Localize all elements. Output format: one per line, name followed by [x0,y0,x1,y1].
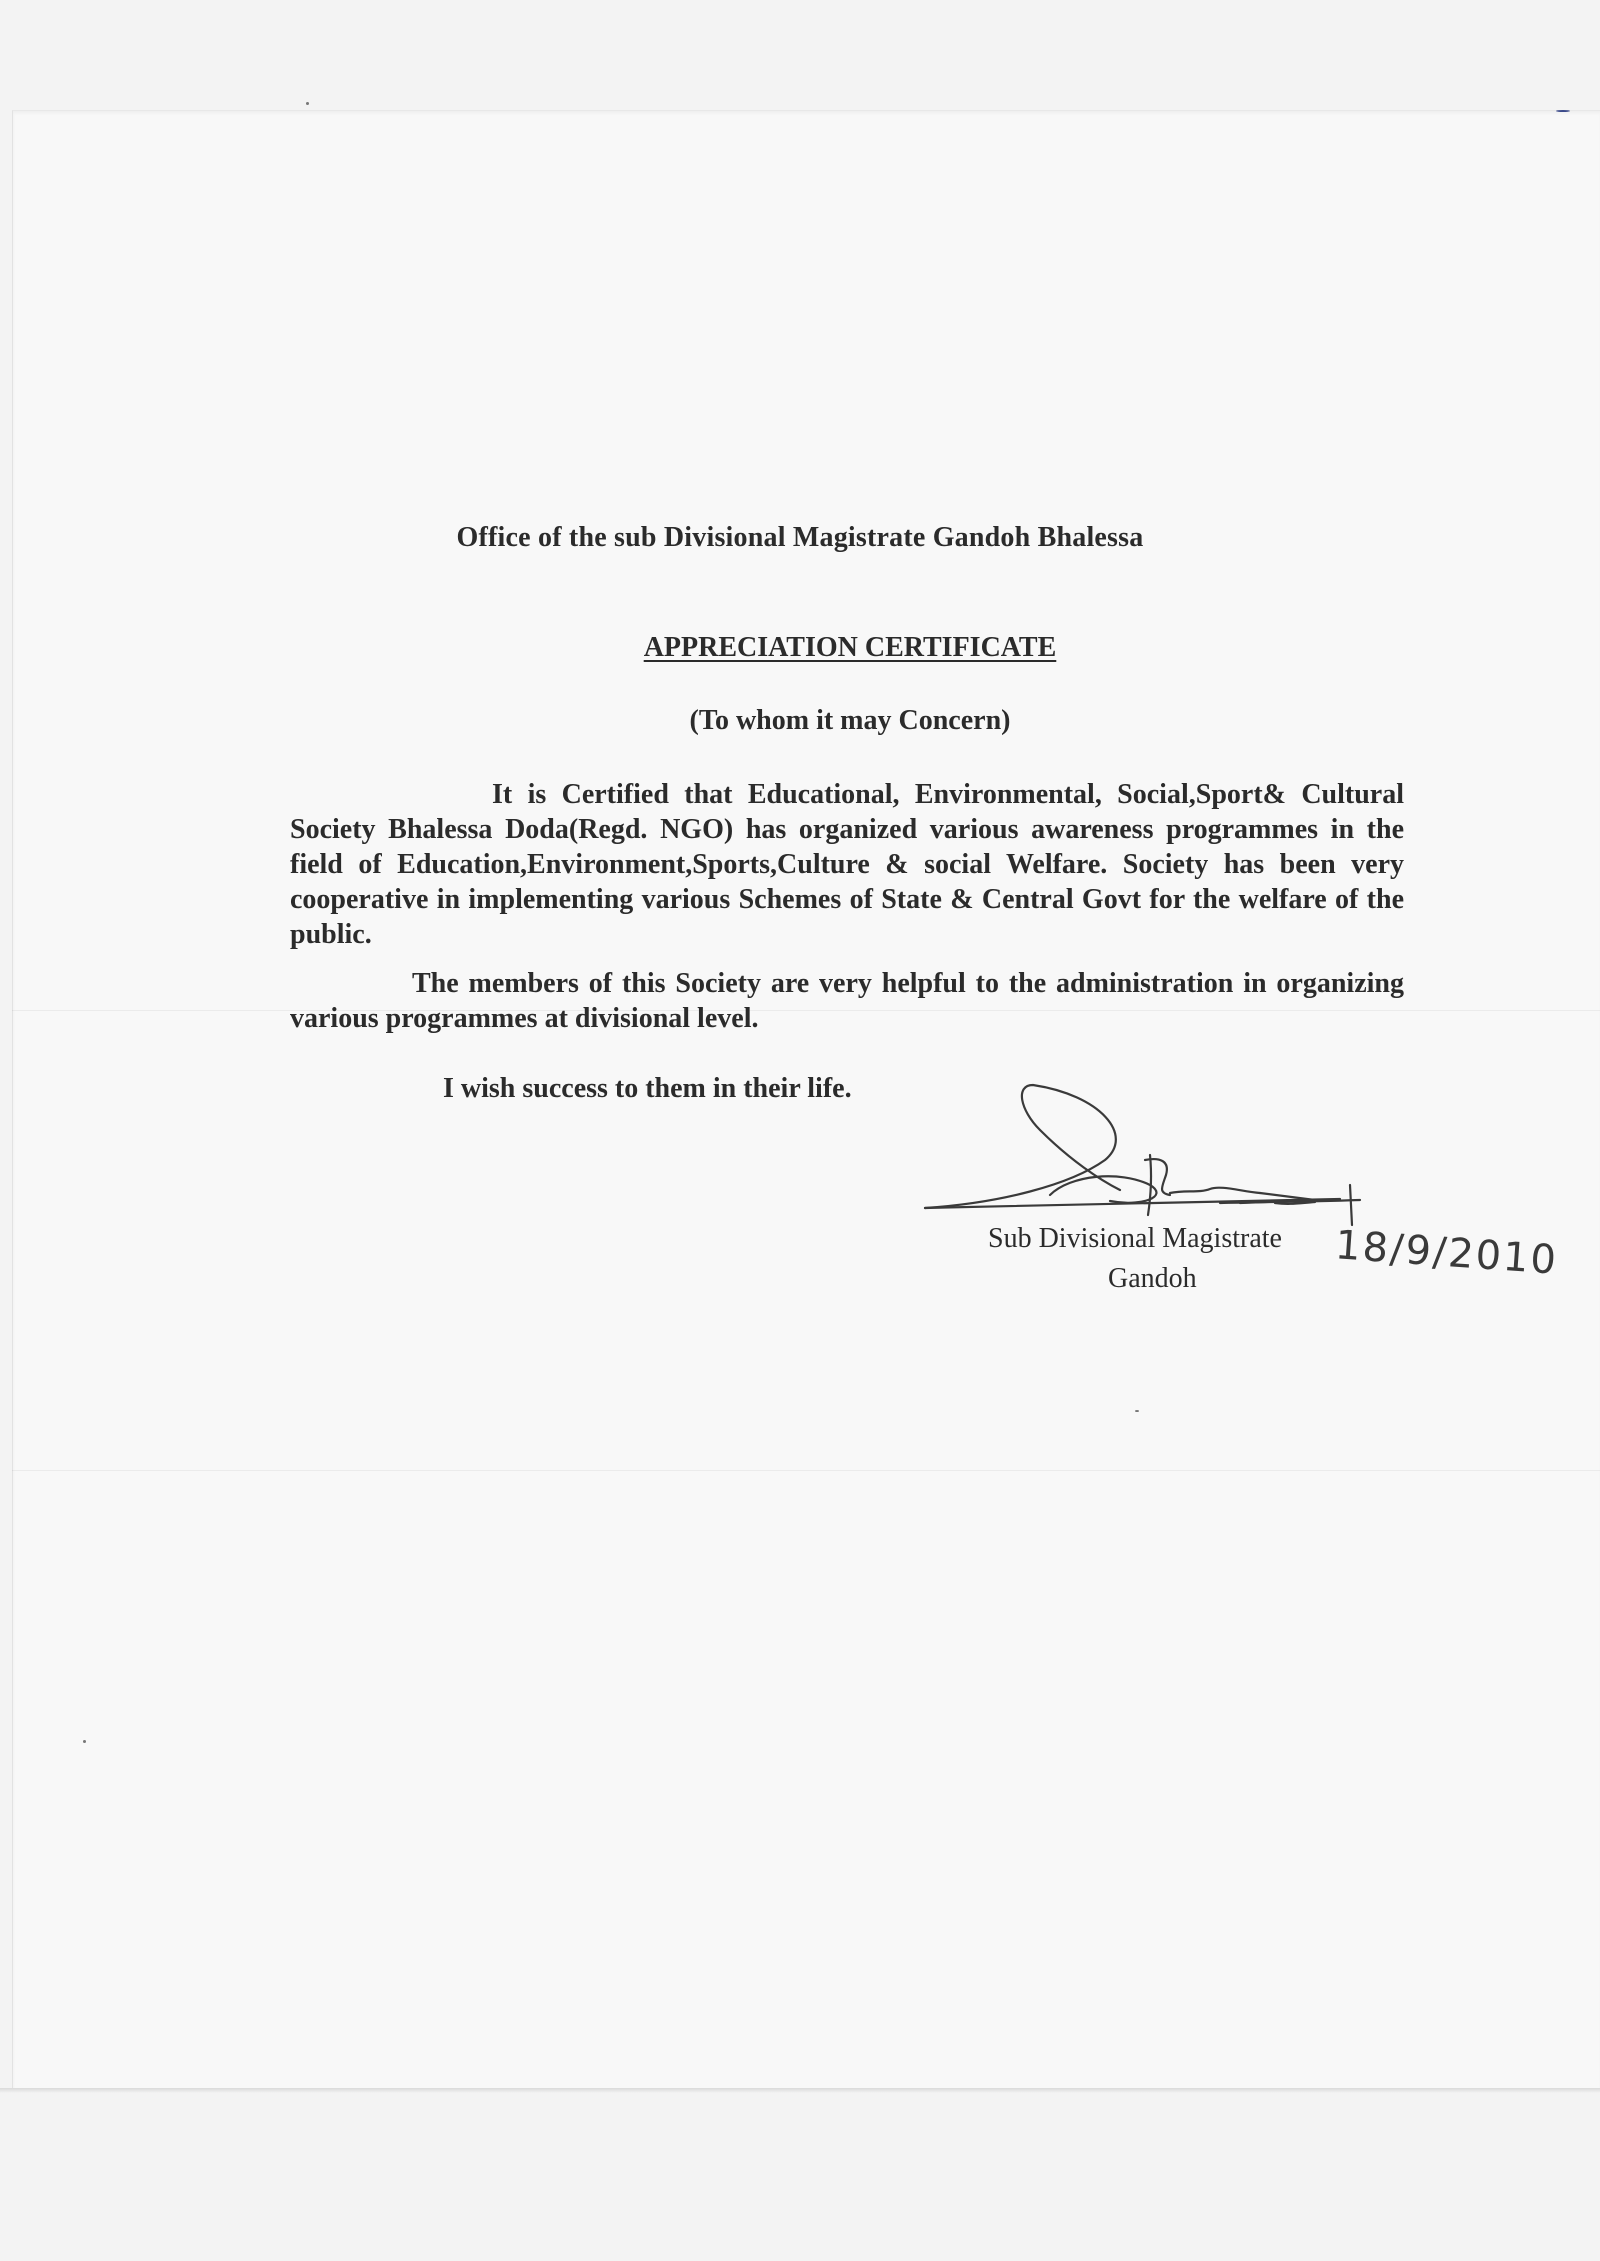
paper-fold-line [12,1470,1600,1471]
addressee-line: (To whom it may Concern) [689,705,1011,736]
signatory-place: Gandoh [1108,1263,1197,1294]
handwritten-date: 18/9/2010 [1333,1222,1560,1284]
signatory-designation: Sub Divisional Magistrate [988,1223,1282,1254]
certificate-title: APPRECIATION CERTIFICATE [643,632,1057,663]
body-paragraph: The members of this Society are very helpful to the administration in organizing various programmes at divisional level. [290,968,1404,1034]
closing-line: I wish success to them in their life. [443,1073,852,1104]
office-heading: Office of the sub Divisional Magistrate Gandoh Bhalessa [456,522,1144,553]
paper-bottom-edge [0,2088,1600,2093]
scan-speck [83,1740,86,1743]
scan-speck [1556,110,1570,112]
scan-speck [1135,1410,1139,1412]
scan-speck [306,102,309,105]
body-paragraph: It is Certified that Educational, Environmental, Social,Sport& Cultural Society Bhalessa Doda(Regd. NGO) has organized various awareness programmes in the field of Education,Environment,Sports,Culture & social Welfare. Society has been very cooperative in implementing various Schemes of State & Central Govt for the welfare of the public. [290,779,1404,950]
